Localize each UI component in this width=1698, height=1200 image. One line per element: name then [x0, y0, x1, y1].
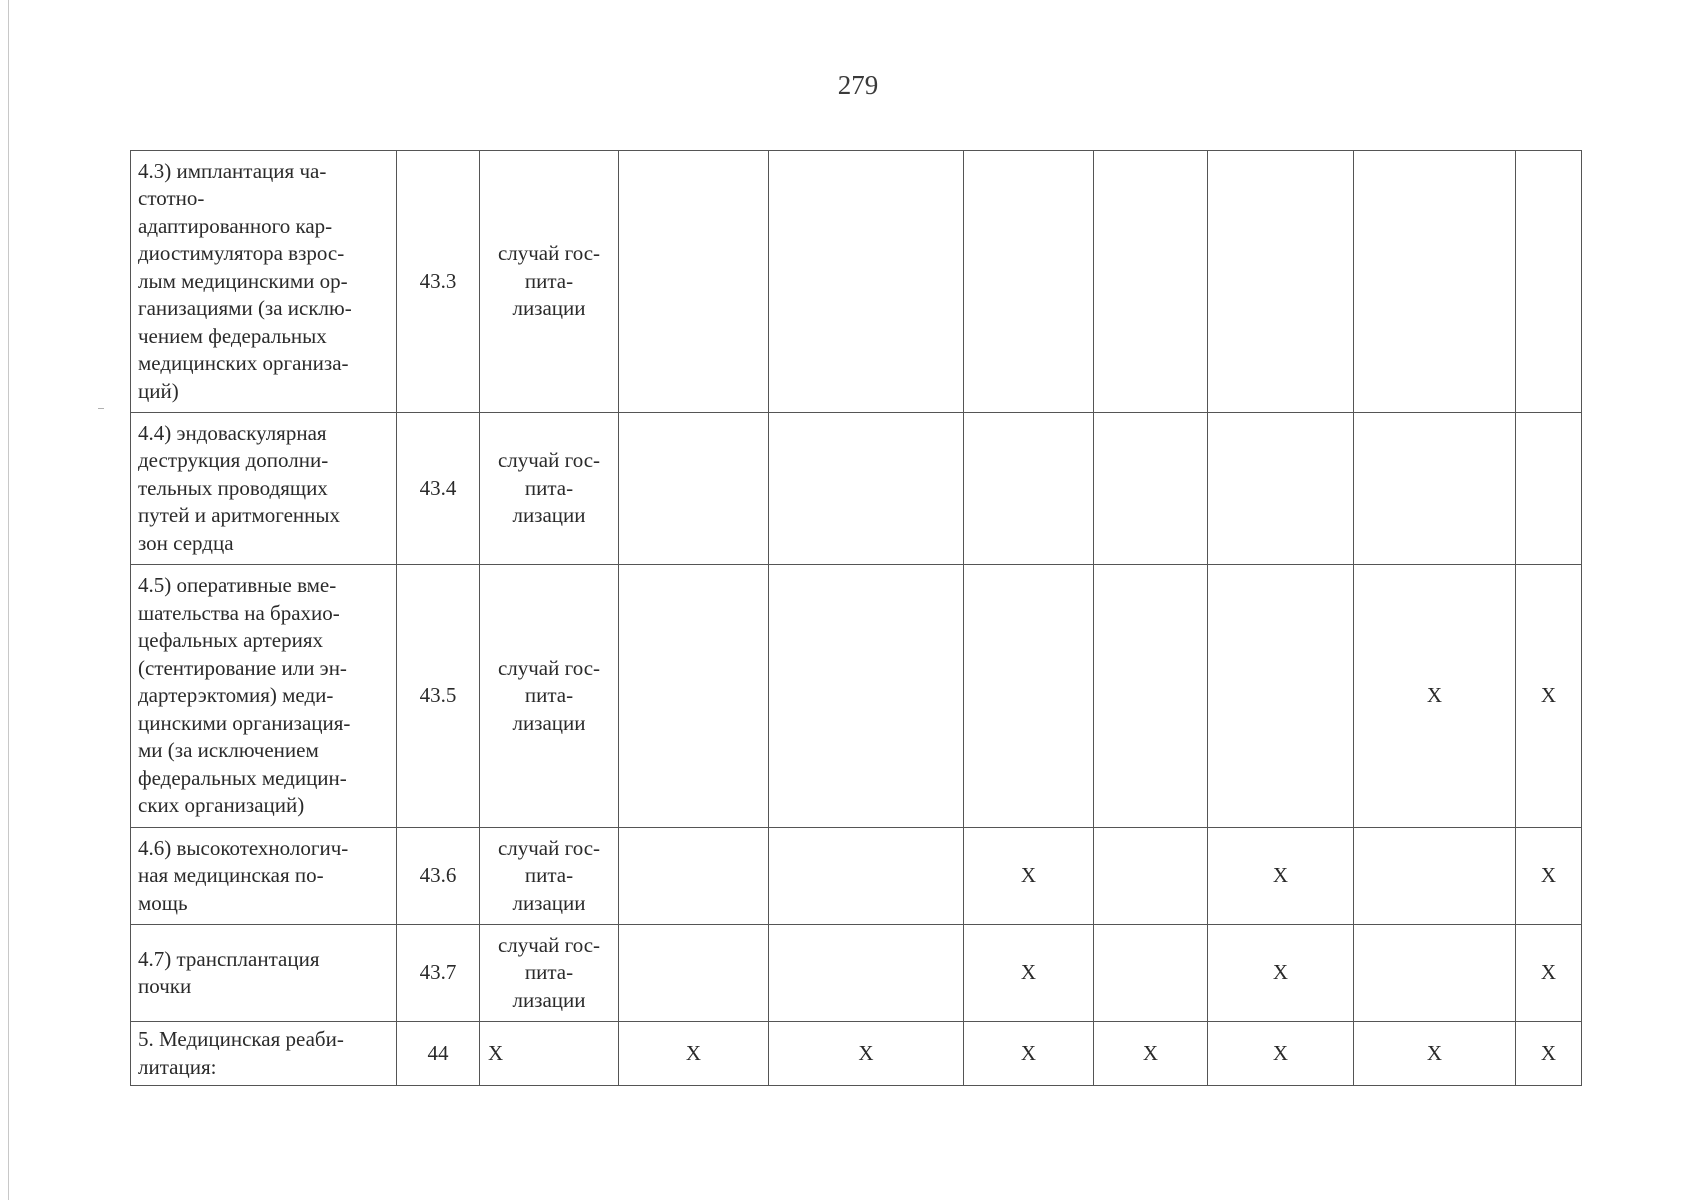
- value-cell: [1208, 565, 1354, 828]
- value-cell: [1354, 151, 1516, 413]
- value-cell: X: [769, 1022, 964, 1086]
- value-cell: [619, 828, 769, 925]
- row-name-cell: 4.5) оперативные вме- шательства на брахио- цефальных артериях (стентирование или эн- дартерэктомия) меди- цинскими организация- ми (за исключением федеральных медицин- ских организаций): [131, 565, 397, 828]
- value-cell: [1516, 151, 1582, 413]
- table-row: [131, 565, 1582, 828]
- value-cell: [1094, 565, 1208, 828]
- value-cell: [619, 565, 769, 828]
- row-unit-cell: X: [480, 1022, 619, 1086]
- value-cell: [964, 151, 1094, 413]
- value-cell: [769, 413, 964, 565]
- value-cell: X: [1354, 1022, 1516, 1086]
- value-cell: [964, 413, 1094, 565]
- table-row: [131, 828, 1582, 925]
- row-code-cell: 43.4: [397, 413, 480, 565]
- value-cell: [1094, 828, 1208, 925]
- value-cell: [1208, 413, 1354, 565]
- value-cell: [769, 565, 964, 828]
- value-cell: X: [1516, 565, 1582, 828]
- row-name-cell: 4.7) трансплантация почки: [131, 925, 397, 1022]
- indicator-table: [130, 150, 1582, 1086]
- value-cell: [1094, 925, 1208, 1022]
- value-cell: [769, 925, 964, 1022]
- value-cell: X: [964, 828, 1094, 925]
- row-code-cell: 44: [397, 1022, 480, 1086]
- row-name-cell: 4.4) эндоваскулярная деструкция дополни- тельных проводящих путей и аритмогенных зон сердца: [131, 413, 397, 565]
- table-row: [131, 925, 1582, 1022]
- row-unit-cell: случай гос- пита- лизации: [480, 151, 619, 413]
- value-cell: [1094, 413, 1208, 565]
- row-unit-cell: случай гос- пита- лизации: [480, 925, 619, 1022]
- value-cell: X: [964, 1022, 1094, 1086]
- row-unit-cell: случай гос- пита- лизации: [480, 413, 619, 565]
- row-code-cell: 43.5: [397, 565, 480, 828]
- value-cell: X: [1208, 1022, 1354, 1086]
- row-code-cell: 43.6: [397, 828, 480, 925]
- value-cell: X: [1208, 828, 1354, 925]
- value-cell: [1354, 828, 1516, 925]
- value-cell: X: [619, 1022, 769, 1086]
- value-cell: [619, 925, 769, 1022]
- value-cell: [619, 151, 769, 413]
- binding-edge-line: [8, 0, 9, 1200]
- value-cell: X: [964, 925, 1094, 1022]
- value-cell: [964, 565, 1094, 828]
- row-name-cell: 5. Медицинская реаби- литация:: [131, 1022, 397, 1086]
- value-cell: [1208, 151, 1354, 413]
- value-cell: [1516, 413, 1582, 565]
- value-cell: [1354, 925, 1516, 1022]
- scan-mark: [98, 408, 104, 409]
- value-cell: X: [1516, 828, 1582, 925]
- row-unit-cell: случай гос- пита- лизации: [480, 828, 619, 925]
- table-row: [131, 1022, 1582, 1086]
- row-name-cell: 4.3) имплантация ча- стотно- адаптированного кар- диостимулятора взрос- лым медицинскими ор- ганизациями (за исклю- чением федеральных медицинских организа- ций): [131, 151, 397, 413]
- value-cell: X: [1208, 925, 1354, 1022]
- value-cell: X: [1354, 565, 1516, 828]
- value-cell: X: [1094, 1022, 1208, 1086]
- value-cell: [1354, 413, 1516, 565]
- page-number: 279: [837, 70, 879, 100]
- value-cell: X: [1516, 1022, 1582, 1086]
- value-cell: X: [1516, 925, 1582, 1022]
- row-code-cell: 43.7: [397, 925, 480, 1022]
- row-unit-cell: случай гос- пита- лизации: [480, 565, 619, 828]
- table-row: [131, 413, 1582, 565]
- value-cell: [1094, 151, 1208, 413]
- row-name-cell: 4.6) высокотехнологич- ная медицинская по- мощь: [131, 828, 397, 925]
- value-cell: [769, 828, 964, 925]
- value-cell: [769, 151, 964, 413]
- table-row: [131, 151, 1582, 413]
- value-cell: [619, 413, 769, 565]
- row-code-cell: 43.3: [397, 151, 480, 413]
